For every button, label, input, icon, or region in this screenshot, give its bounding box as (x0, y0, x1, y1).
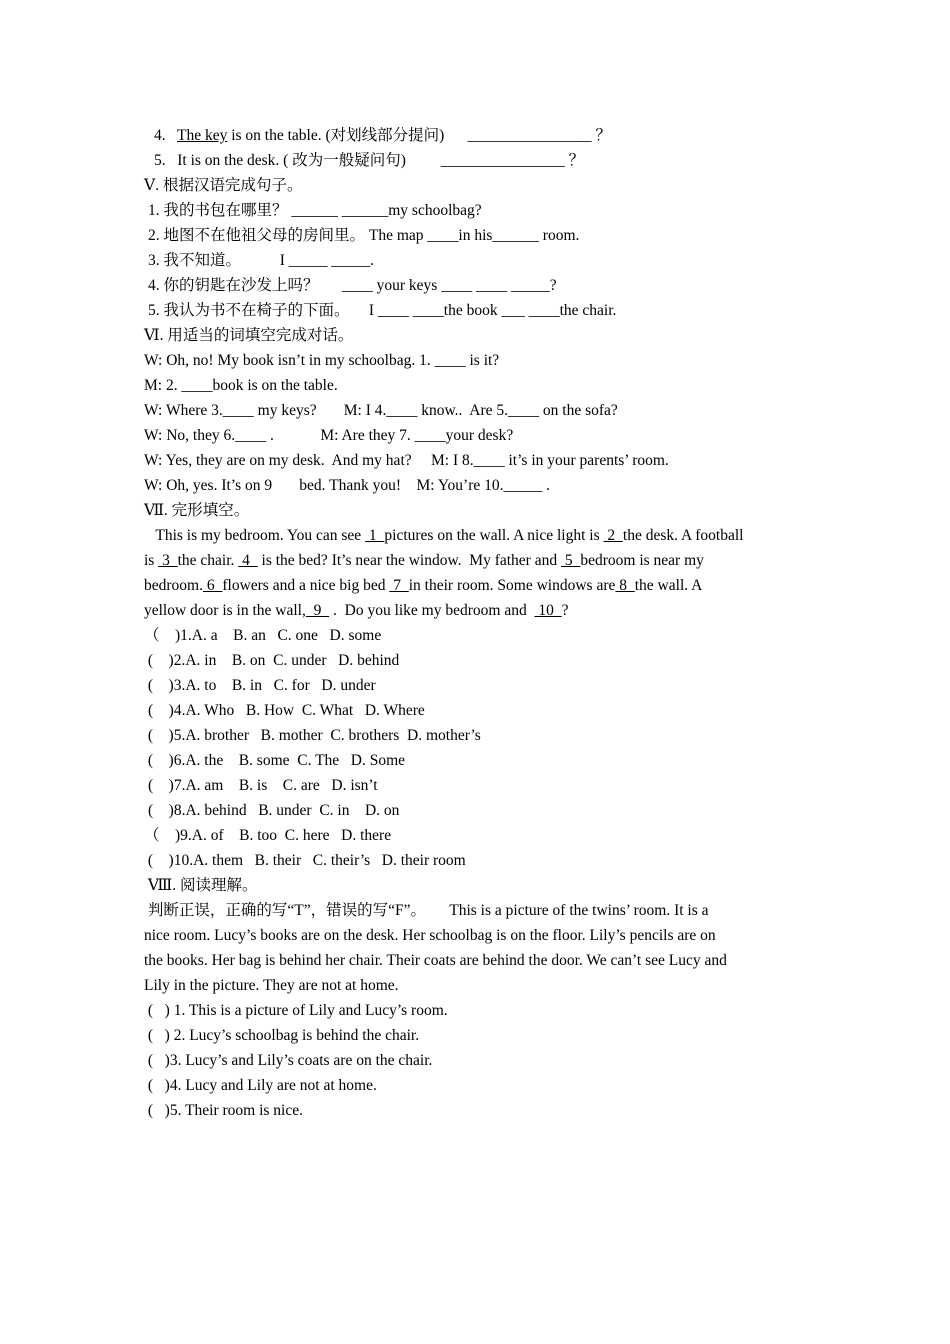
reading-passage-line-2: nice room. Lucy’s books are on the desk. Her schoolbag is on the floor. Lily’s pencils are on (144, 927, 716, 944)
reading-passage-line-1: 判断正误，正确的写“T”，错误的写“F”。 This is a picture of the twins’ room. It is a (144, 902, 709, 919)
question-v-1: 1. 我的书包在哪里？ ______ ______my schoolbag? (148, 202, 482, 219)
dialogue-line-3: W: Where 3.____ my keys? M: I 4.____ know.. Are 5.____ on the sofa? (144, 402, 618, 419)
question-v-2: 2. 地图不在他祖父母的房间里。 The map ____in his______ room. (148, 227, 580, 244)
dialogue-line-2: M: 2. ____book is on the table. (144, 377, 338, 394)
question-v-4: 4. 你的钥匙在沙发上吗？ ____ your keys ____ ____ _____? (148, 277, 557, 294)
cloze-blank: 4 (238, 552, 258, 569)
true-false-item-5: ( )5. Their room is nice. (144, 1102, 303, 1119)
section-v-heading: Ⅴ. 根据汉语完成句子。 (144, 177, 303, 194)
dialogue-line-1: W: Oh, no! My book isn’t in my schoolbag. 1. ____ is it? (144, 352, 500, 369)
cloze-blank: 9 (305, 602, 330, 619)
cloze-option-4: ( )4.A. Who B. How C. What D. Where (148, 702, 425, 719)
question-v-3: 3. 我不知道。 I _____ _____. (148, 252, 375, 269)
cloze-option-2: ( )2.A. in B. on C. under D. behind (144, 652, 400, 669)
reading-passage-line-3: the books. Her bag is behind her chair. Their coats are behind the door. We can’t see Lucy and (144, 952, 727, 969)
cloze-option-5: ( )5.A. brother B. mother C. brothers D. mother’s (144, 727, 481, 744)
cloze-blank: 5 (560, 552, 581, 569)
section-vii-heading: Ⅶ. 完形填空。 (144, 502, 250, 519)
true-false-item-1: ( ) 1. This is a picture of Lily and Lucy’s room. (144, 1002, 448, 1019)
cloze-option-10: ( )10.A. them B. their C. their’s D. their room (144, 852, 466, 869)
cloze-option-8: ( )8.A. behind B. under C. in D. on (148, 802, 400, 819)
cloze-option-6: ( )6.A. the B. some C. The D. Some (144, 752, 406, 769)
cloze-blank: 7 (389, 577, 409, 594)
cloze-option-9: （ )9.A. of B. too C. here D. there (144, 827, 392, 844)
section-viii-heading: Ⅷ. 阅读理解。 (144, 877, 258, 894)
cloze-blank: 8 (615, 577, 635, 594)
cloze-option-7: ( )7.A. am B. is C. are D. isn’t (148, 777, 378, 794)
cloze-passage-line-1: This is my bedroom. You can see 1 pictures on the wall. A nice light is 2 the desk. A football (144, 527, 744, 544)
section-vi-heading: Ⅵ. 用适当的词填空完成对话。 (144, 327, 354, 344)
true-false-item-4: ( )4. Lucy and Lily are not at home. (144, 1077, 377, 1094)
question-iv-4: 4. The key is on the table. (对划线部分提问) ________________ ？ (154, 127, 611, 144)
cloze-passage-line-3: bedroom. 6 flowers and a nice big bed 7 in their room. Some windows are 8 the wall. A (144, 577, 703, 594)
cloze-option-1: （ )1.A. a B. an C. one D. some (144, 627, 382, 644)
dialogue-line-4: W: No, they 6.____ . M: Are they 7. ____your desk? (144, 427, 514, 444)
true-false-item-2: ( ) 2. Lucy’s schoolbag is behind the chair. (144, 1027, 420, 1044)
cloze-option-3: ( )3.A. to B. in C. for D. under (144, 677, 376, 694)
reading-passage-line-4: Lily in the picture. They are not at home. (144, 977, 399, 994)
true-false-item-3: ( )3. Lucy’s and Lily’s coats are on the chair. (144, 1052, 433, 1069)
cloze-blank: 6 (202, 577, 223, 594)
cloze-blank: 1 (365, 527, 385, 544)
cloze-blank: 10 (534, 602, 562, 619)
dialogue-line-5: W: Yes, they are on my desk. And my hat? M: I 8.____ it’s in your parents’ room. (144, 452, 669, 469)
cloze-passage-line-4: yellow door is in the wall, 9 . Do you like my bedroom and 10 ? (144, 602, 569, 619)
cloze-blank: 2 (603, 527, 623, 544)
underlined-phrase: The key (176, 127, 228, 144)
cloze-passage-line-2: is 3 the chair. 4 is the bed? It’s near the window. My father and 5 bedroom is near my (144, 552, 704, 569)
question-iv-5: 5. It is on the desk. ( 改为一般疑问句) ________________ ？ (154, 152, 585, 169)
dialogue-line-6: W: Oh, yes. It’s on 9 bed. Thank you! M: You’re 10._____ . (144, 477, 550, 494)
question-v-5: 5. 我认为书不在椅子的下面。 I ____ ____the book ___ ____the chair. (148, 302, 617, 319)
cloze-blank: 3 (158, 552, 178, 569)
